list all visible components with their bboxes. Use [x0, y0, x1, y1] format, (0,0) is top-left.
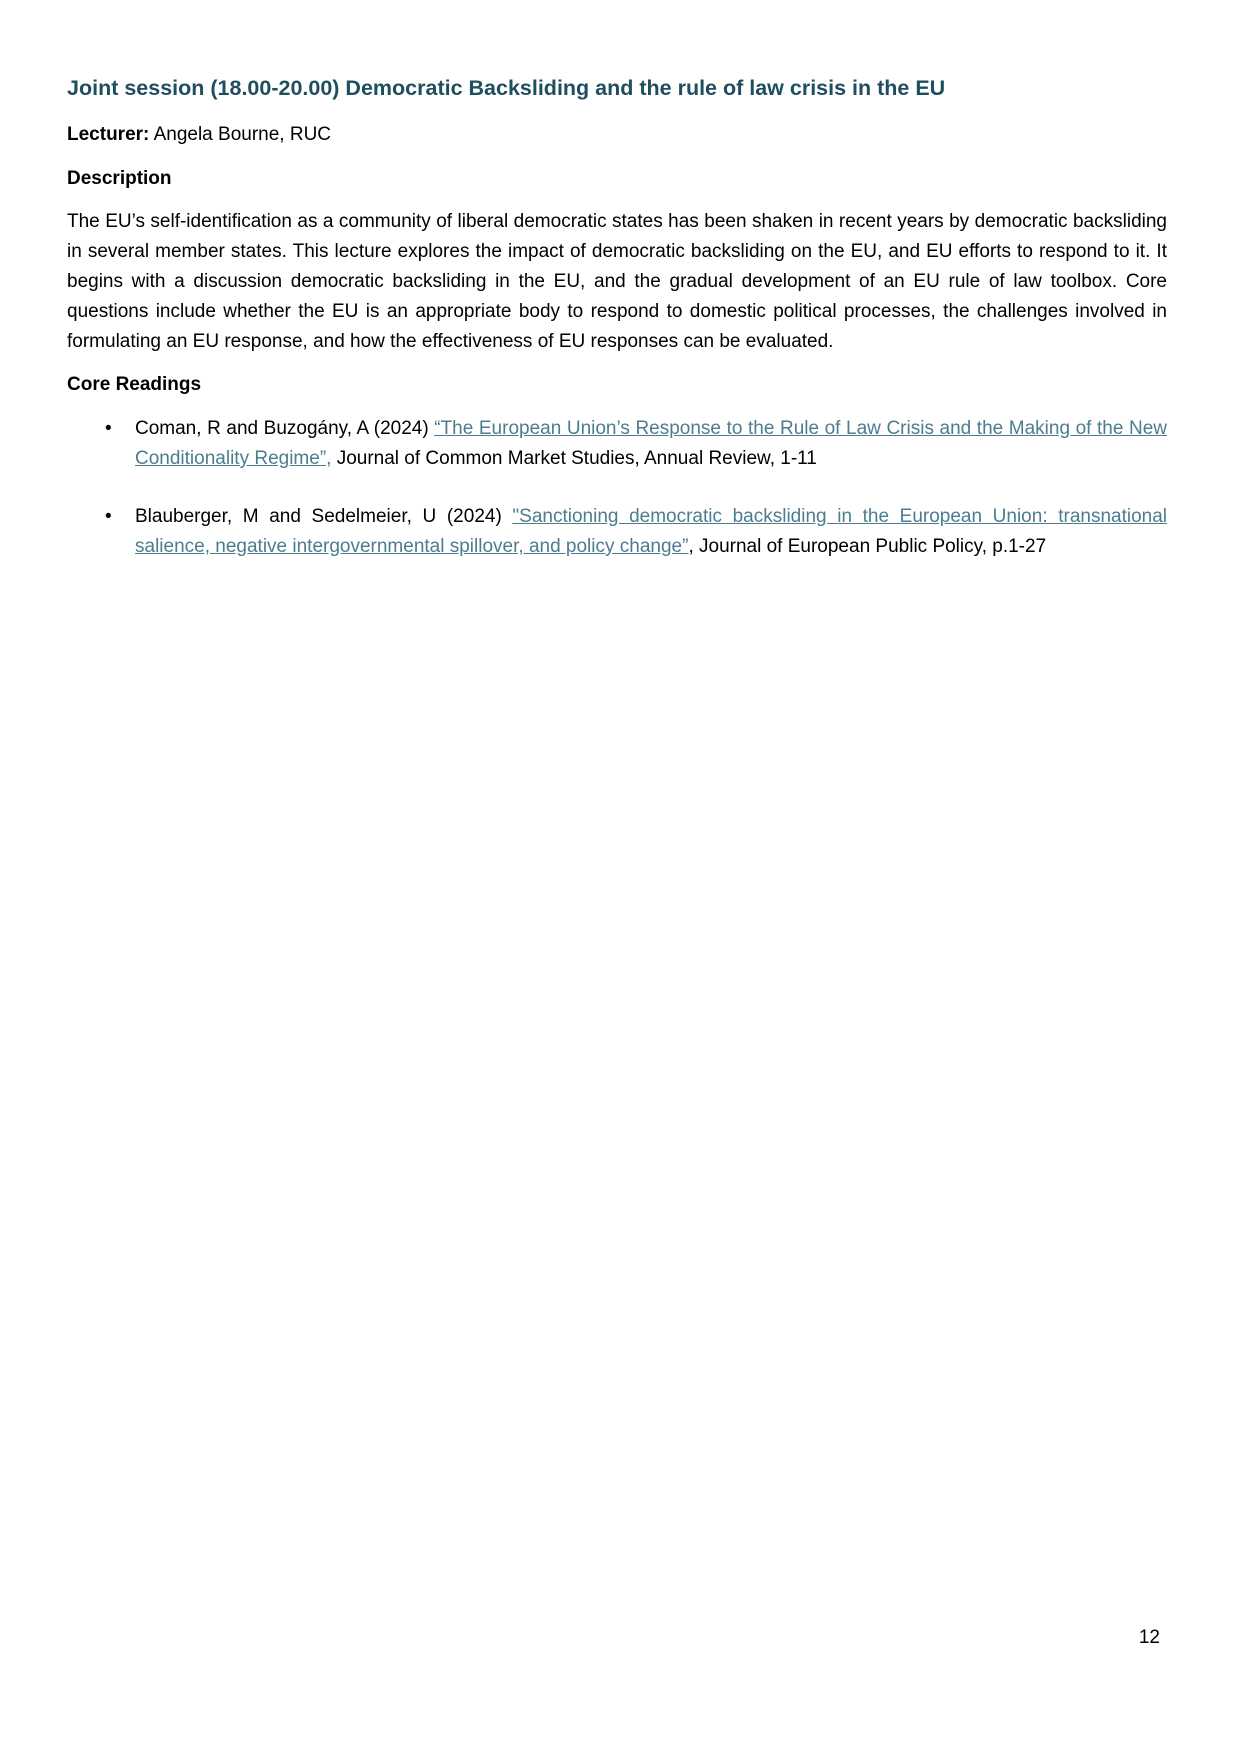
core-readings-list [67, 414, 1167, 562]
core-readings-heading: Core Readings [67, 374, 202, 395]
lecturer-label: Lecturer: [67, 124, 150, 145]
reading-item-blauberger [67, 502, 1167, 562]
lecturer-name: Angela Bourne, RUC [149, 124, 332, 145]
reading-citation-post: , Journal of European Public Policy, p.1-27 [688, 536, 1047, 557]
reading-citation-post: Journal of Common Market Studies, Annual Review, 1-11 [331, 448, 817, 469]
lecturer-line [67, 120, 1167, 150]
reading-item-coman [67, 414, 1167, 474]
reading-link-coman[interactable]: “The European Union’s Response to the Rule of Law Crisis and the Making of the New Conditionality Regime”, [135, 418, 1167, 469]
reading-link-blauberger[interactable]: "Sanctioning democratic backsliding in the European Union: transnational salience, negative intergovernmental spillover, and policy change” [135, 506, 1168, 557]
reading-citation-pre: Blauberger, M and Sedelmeier, U (2024) [135, 506, 513, 527]
description-heading: Description [67, 168, 172, 189]
bullet-icon: • [105, 418, 112, 439]
description-body: The EU’s self-identification as a community of liberal democratic states has been shaken in recent years by democratic backsliding in several member states. This lecture explores the impact of democratic backsliding on the EU, and EU efforts to respond to it. It begins with a discussion democratic backsliding in the EU, and the gradual development of an EU rule of law toolbox. Core questions include whether the EU is an appropriate body to respond to domestic political processes, the challenges involved in formulating an EU response, and how the effectiveness of EU responses can be evaluated. [67, 211, 1167, 352]
bullet-icon: • [105, 506, 112, 527]
page-number: 12 [1138, 1627, 1160, 1648]
reading-citation-pre: Coman, R and Buzogány, A (2024) [135, 418, 435, 439]
section-title: Joint session (18.00-20.00) Democratic Backsliding and the rule of law crisis in the EU [67, 76, 946, 100]
